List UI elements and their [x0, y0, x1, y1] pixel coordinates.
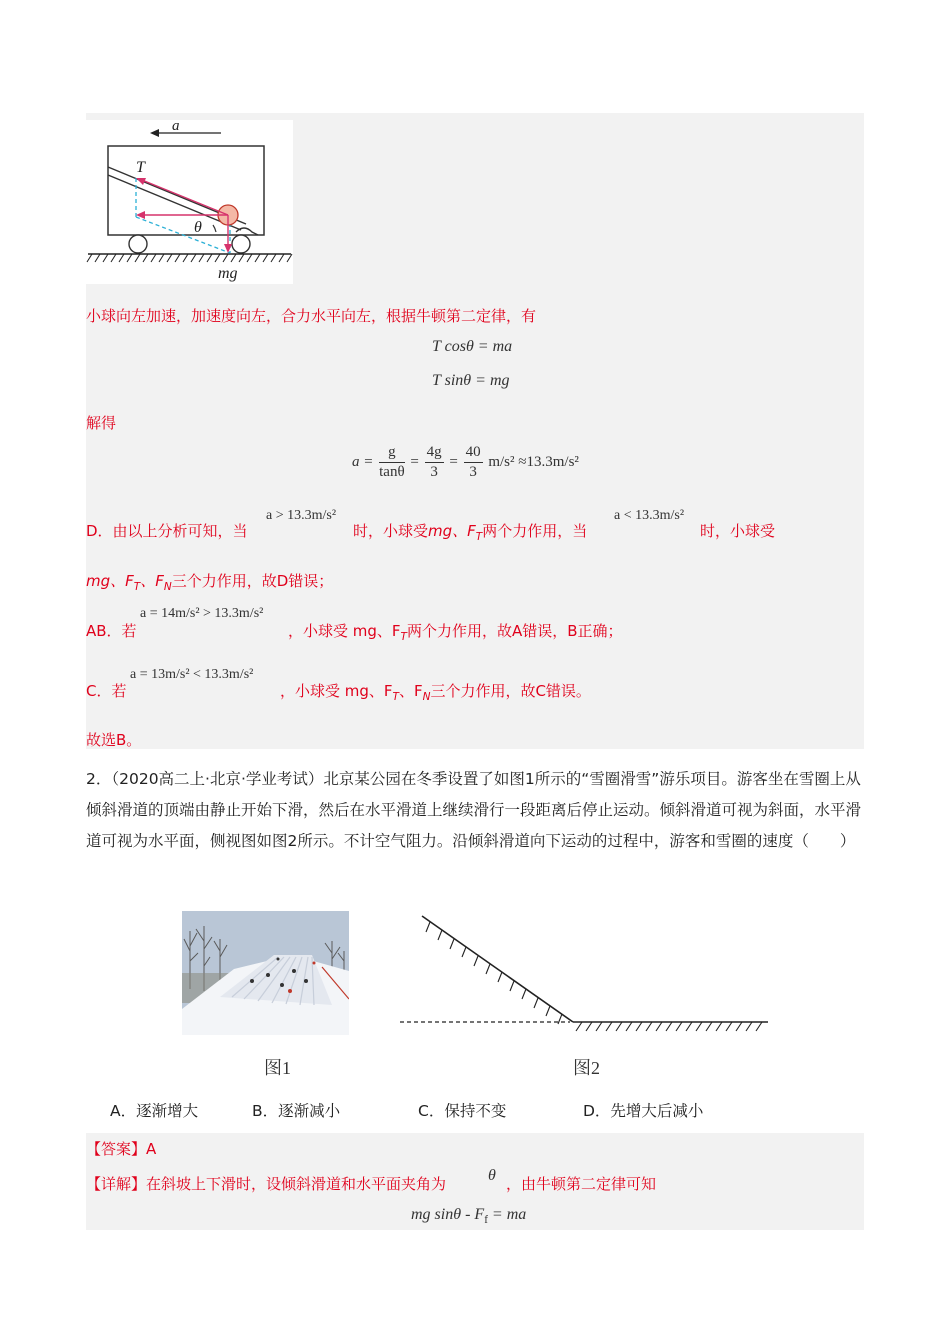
equation-2: T sinθ = mg: [432, 372, 510, 389]
option-a: A．逐渐增大: [110, 1102, 199, 1120]
equation-1: T cosθ = ma: [432, 338, 513, 355]
option-ab-prefix: AB．若: [86, 622, 137, 640]
fraction-2: $\frac{4g}{3}$: [426, 444, 442, 480]
detail-line: [86, 1173, 446, 1194]
option-d-mid: 时，小球受mg、$F_T$两个力作用，当: [353, 522, 588, 543]
inequality-less: a < 13.3m/s²: [614, 508, 685, 523]
figure-1-label: 图1: [264, 1058, 291, 1078]
option-b: B．逐渐减小: [252, 1102, 341, 1120]
detail-theta: θ: [488, 1167, 496, 1184]
option-d-conclusion: mg、$F_T$、$F_N$三个力作用，故D错误；: [86, 572, 334, 593]
gravity-label: mg: [218, 265, 238, 282]
option-c-text: ，小球受 mg、$F_T$、$F_N$三个力作用，故C错误。: [280, 682, 591, 703]
answer-equation: mg sinθ - $F_f$ = ma: [411, 1206, 527, 1227]
result-lhs: a =: [352, 453, 374, 470]
detail-tag: 【详解】: [86, 1175, 147, 1193]
inequality-greater: a > 13.3m/s²: [266, 508, 337, 523]
result-unit: m/s²: [488, 453, 515, 470]
choice-text: 故选B。: [86, 731, 142, 749]
question-2-text: 2．（2020高二上·北京·学业考试）北京某公园在冬季设置了如图1所示的“雪圈滑雪”游乐项目。游客坐在雪圈上从倾斜滑道的顶端由静止开始下滑，然后在水平滑道上继续滑行一段距离后停止运动。倾斜滑道可视为斜面，水平滑道可视为水平面，侧视图如图2所示。不计空气阻力。沿倾斜滑道向下运动的过程中，游客和雪圈的速度（ ）: [86, 770, 862, 850]
figure-2-side-view: [400, 910, 770, 1035]
inequality-c: a = 13m/s² < 13.3m/s²: [130, 667, 254, 682]
answer-label: 【答案】A: [86, 1140, 157, 1158]
option-ab-text: ，小球受 mg、$F_T$两个力作用，故A错误，B正确；: [288, 622, 623, 643]
theta-label: θ: [194, 219, 202, 236]
option-d-end: 时，小球受: [700, 522, 776, 540]
solve-label: 解得: [86, 414, 117, 432]
inequality-ab: a = 14m/s² > 13.3m/s²: [140, 606, 264, 621]
force-diagram: [86, 120, 293, 284]
acceleration-label: a: [172, 120, 180, 134]
analysis-text: 小球向左加速，加速度向左，合力水平向左，根据牛顿第二定律，有: [86, 307, 537, 325]
tension-label: T: [136, 159, 145, 176]
fraction-1: $\frac{g}{\tan\theta}$: [379, 444, 405, 480]
detail-end: ，由牛顿第二定律可知: [506, 1175, 657, 1193]
result-formula: a = $\frac{g}{\tan\theta}$ = $\frac{4g}{3}$ = $\frac{40}{3}$ m/s² ≈13.3m/s²: [352, 444, 579, 480]
detail-text: 在斜坡上下滑时，设倾斜滑道和水平面夹角为: [146, 1175, 447, 1193]
option-c-prefix: C．若: [86, 682, 127, 700]
option-c: C．保持不变: [418, 1102, 507, 1120]
result-approx: ≈13.3m/s²: [518, 453, 579, 470]
figure-2-label: 图2: [573, 1058, 600, 1078]
figure-1-photo: [182, 911, 349, 1035]
option-d-analysis: D．由以上分析可知，当: [86, 522, 248, 540]
fraction-3: $\frac{40}{3}$: [465, 444, 481, 480]
option-d: D．先增大后减小: [583, 1102, 704, 1120]
